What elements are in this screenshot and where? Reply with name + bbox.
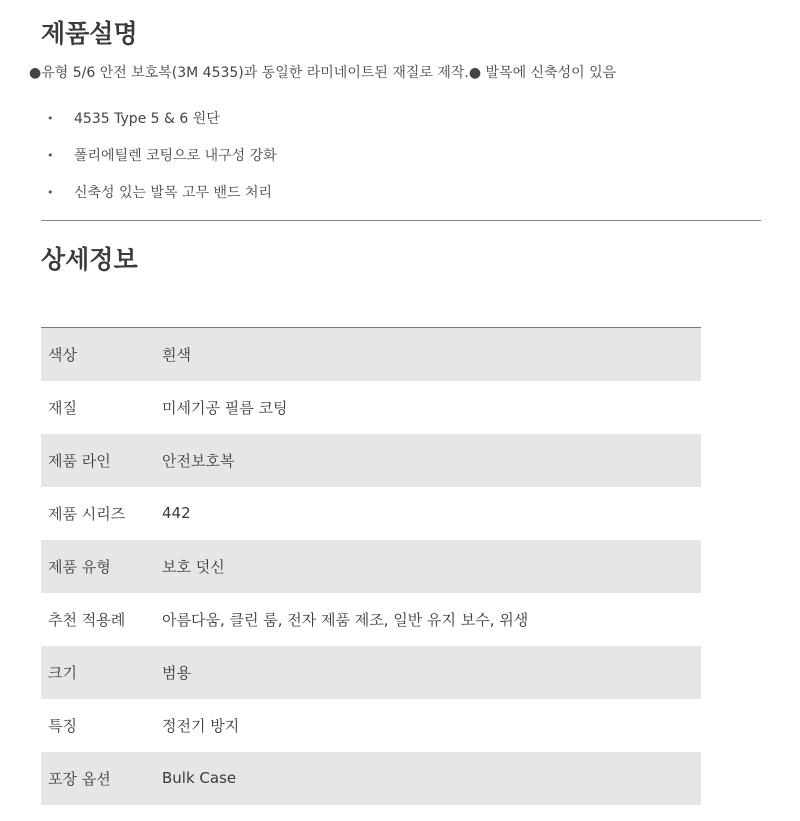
- spec-value: 정전기 방지: [162, 716, 240, 735]
- feature-list-item: [41, 143, 277, 180]
- spec-value: 보호 덧신: [162, 557, 225, 576]
- spec-row-size: [41, 646, 701, 699]
- section-divider: [41, 220, 761, 221]
- product-description-heading: 제품설명: [41, 19, 138, 48]
- feature-list-item: [41, 180, 277, 217]
- spec-label: 제품 라인: [48, 451, 111, 470]
- spec-value: Bulk Case: [162, 769, 237, 787]
- spec-row-material: [41, 381, 701, 434]
- spec-row-product-line: [41, 434, 701, 487]
- spec-table: [41, 327, 701, 805]
- spec-row-packaging: [41, 752, 701, 805]
- spec-value: 흰색: [162, 345, 191, 364]
- spec-label: 추천 적용례: [48, 610, 126, 629]
- bullet-icon: •: [47, 112, 54, 125]
- product-description-text: ●유형 5/6 안전 보호복(3M 4535)과 동일한 라미네이트된 재질로 제작.● 발목에 신축성이 있음: [29, 65, 617, 81]
- spec-label: 색상: [48, 345, 77, 364]
- feature-list-item: [41, 106, 277, 143]
- spec-row-product-type: [41, 540, 701, 593]
- product-details-heading: 상세정보: [41, 245, 138, 274]
- feature-text: 신축성 있는 발목 고무 밴드 처리: [74, 185, 273, 201]
- feature-text: 폴리에틸렌 코팅으로 내구성 강화: [74, 148, 277, 164]
- spec-row-recommended-use: [41, 593, 701, 646]
- spec-row-color: [41, 328, 701, 381]
- bullet-icon: •: [47, 149, 54, 162]
- spec-value: 범용: [162, 663, 191, 682]
- spec-label: 크기: [48, 663, 77, 682]
- spec-row-feature: [41, 699, 701, 752]
- spec-value: 442: [162, 504, 191, 522]
- feature-list: [41, 106, 277, 217]
- spec-value: 미세기공 필름 코팅: [162, 398, 288, 417]
- spec-label: 재질: [48, 398, 77, 417]
- spec-value: 아름다움, 클린 룸, 전자 제품 제조, 일반 유지 보수, 위생: [162, 610, 529, 629]
- bullet-icon: •: [47, 186, 54, 199]
- spec-row-product-series: [41, 487, 701, 540]
- spec-label: 특징: [48, 716, 77, 735]
- spec-label: 포장 옵션: [48, 769, 111, 788]
- feature-text: 4535 Type 5 & 6 원단: [74, 111, 220, 127]
- spec-label: 제품 시리즈: [48, 504, 126, 523]
- spec-label: 제품 유형: [48, 557, 111, 576]
- spec-value: 안전보호복: [162, 451, 235, 470]
